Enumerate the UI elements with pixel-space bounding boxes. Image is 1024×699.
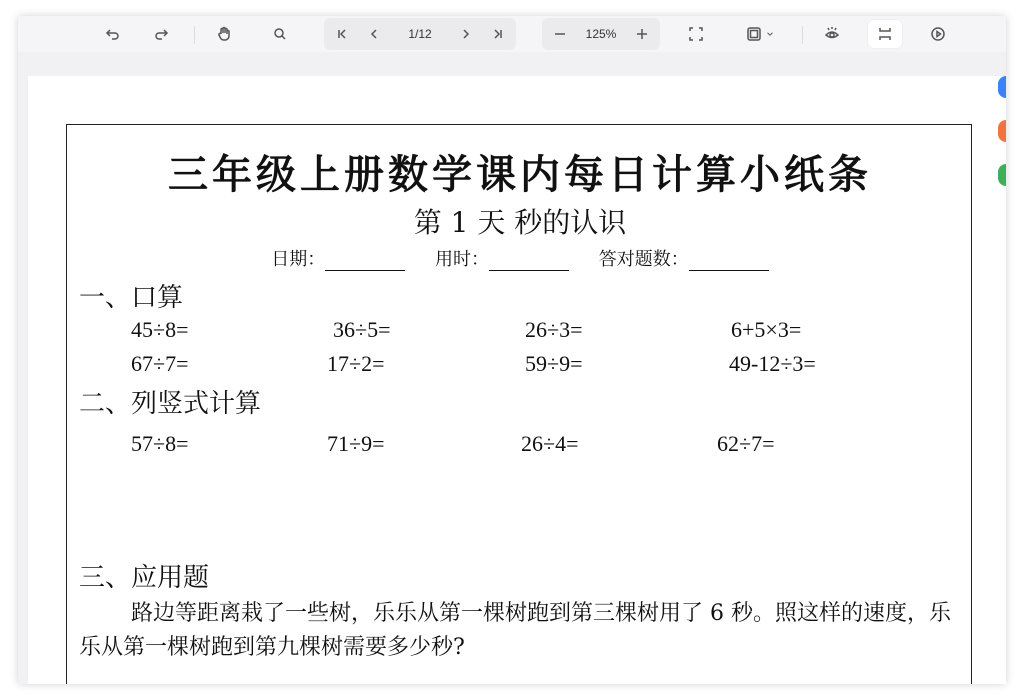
last-page-button[interactable] bbox=[484, 20, 512, 48]
read-mode-button[interactable] bbox=[818, 20, 846, 48]
redo-icon bbox=[154, 26, 170, 42]
zoom-level[interactable]: 125% bbox=[585, 27, 617, 41]
problem: 62÷7= bbox=[717, 431, 775, 456]
fullscreen-button[interactable] bbox=[682, 20, 710, 48]
side-tab-orange[interactable] bbox=[998, 120, 1006, 142]
prev-page-button[interactable] bbox=[360, 20, 388, 48]
zoom-out-button[interactable] bbox=[546, 20, 574, 48]
time-blank bbox=[489, 251, 569, 271]
time-field bbox=[435, 245, 569, 271]
zoom-in-icon bbox=[634, 26, 650, 42]
undo-button[interactable] bbox=[98, 20, 126, 48]
worksheet-frame bbox=[66, 124, 972, 684]
toolbar bbox=[18, 16, 1006, 52]
toolbar-separator bbox=[802, 26, 803, 44]
time-label: 用时： bbox=[435, 249, 489, 270]
play-icon bbox=[930, 26, 946, 42]
score-label: 答对题数： bbox=[598, 249, 689, 270]
pdf-page bbox=[28, 76, 1006, 684]
score-field bbox=[599, 245, 769, 271]
date-blank bbox=[325, 251, 405, 271]
fit-page-dropdown[interactable] bbox=[738, 20, 782, 48]
search-icon bbox=[272, 26, 288, 42]
undo-icon bbox=[104, 26, 120, 42]
page-indicator[interactable]: 1/12 bbox=[408, 27, 432, 41]
problem: 71÷9= bbox=[327, 431, 385, 456]
problem: 59÷9= bbox=[525, 351, 583, 376]
fullscreen-icon bbox=[688, 26, 704, 42]
side-tab-green[interactable] bbox=[998, 164, 1006, 186]
zoom-group bbox=[542, 18, 660, 50]
pdf-viewer-window bbox=[18, 16, 1006, 684]
problem: 36÷5= bbox=[333, 317, 391, 342]
fit-width-icon bbox=[877, 26, 893, 42]
problem: 17÷2= bbox=[327, 351, 385, 376]
redo-button[interactable] bbox=[148, 20, 176, 48]
prev-page-icon bbox=[366, 26, 382, 42]
word-problem-text: 路边等距离栽了一些树，乐乐从第一棵树跑到第三棵树用了 6 秒。照这样的速度，乐乐从第一棵树跑到第九棵树需要多少秒? bbox=[79, 601, 951, 660]
hand-tool-button[interactable] bbox=[210, 20, 238, 48]
next-page-button[interactable] bbox=[452, 20, 480, 48]
zoom-out-icon bbox=[552, 26, 568, 42]
date-field bbox=[271, 245, 405, 271]
problem: 6+5×3= bbox=[731, 317, 802, 342]
search-button[interactable] bbox=[266, 20, 294, 48]
problem: 67÷7= bbox=[131, 351, 189, 376]
problem: 57÷8= bbox=[131, 431, 189, 456]
meta-row bbox=[67, 245, 973, 271]
side-tab-blue[interactable] bbox=[998, 76, 1006, 98]
problem: 45÷8= bbox=[131, 317, 189, 342]
section-1-heading: 一、口算 bbox=[79, 283, 184, 313]
worksheet-title: 三年级上册数学课内每日计算小纸条 bbox=[168, 151, 872, 198]
first-page-button[interactable] bbox=[328, 20, 356, 48]
fit-page-icon bbox=[746, 26, 762, 42]
eye-icon bbox=[824, 26, 840, 42]
fit-width-button[interactable] bbox=[868, 20, 902, 48]
hand-icon bbox=[216, 26, 232, 42]
page-nav-group bbox=[324, 18, 516, 50]
next-page-icon bbox=[458, 26, 474, 42]
chevron-down-icon bbox=[765, 29, 775, 39]
problem: 26÷4= bbox=[521, 431, 579, 456]
zoom-in-button[interactable] bbox=[628, 20, 656, 48]
problem: 49-12÷3= bbox=[729, 351, 816, 376]
score-blank bbox=[689, 251, 769, 271]
section-2-heading: 二、列竖式计算 bbox=[79, 389, 262, 419]
problem: 26÷3= bbox=[525, 317, 583, 342]
first-page-icon bbox=[334, 26, 350, 42]
toolbar-separator bbox=[194, 26, 195, 44]
worksheet-subtitle: 第 1 天 秒的认识 bbox=[413, 206, 627, 239]
section-3-heading: 三、应用题 bbox=[79, 563, 210, 593]
play-button[interactable] bbox=[924, 20, 952, 48]
last-page-icon bbox=[490, 26, 506, 42]
date-label: 日期： bbox=[271, 249, 326, 270]
